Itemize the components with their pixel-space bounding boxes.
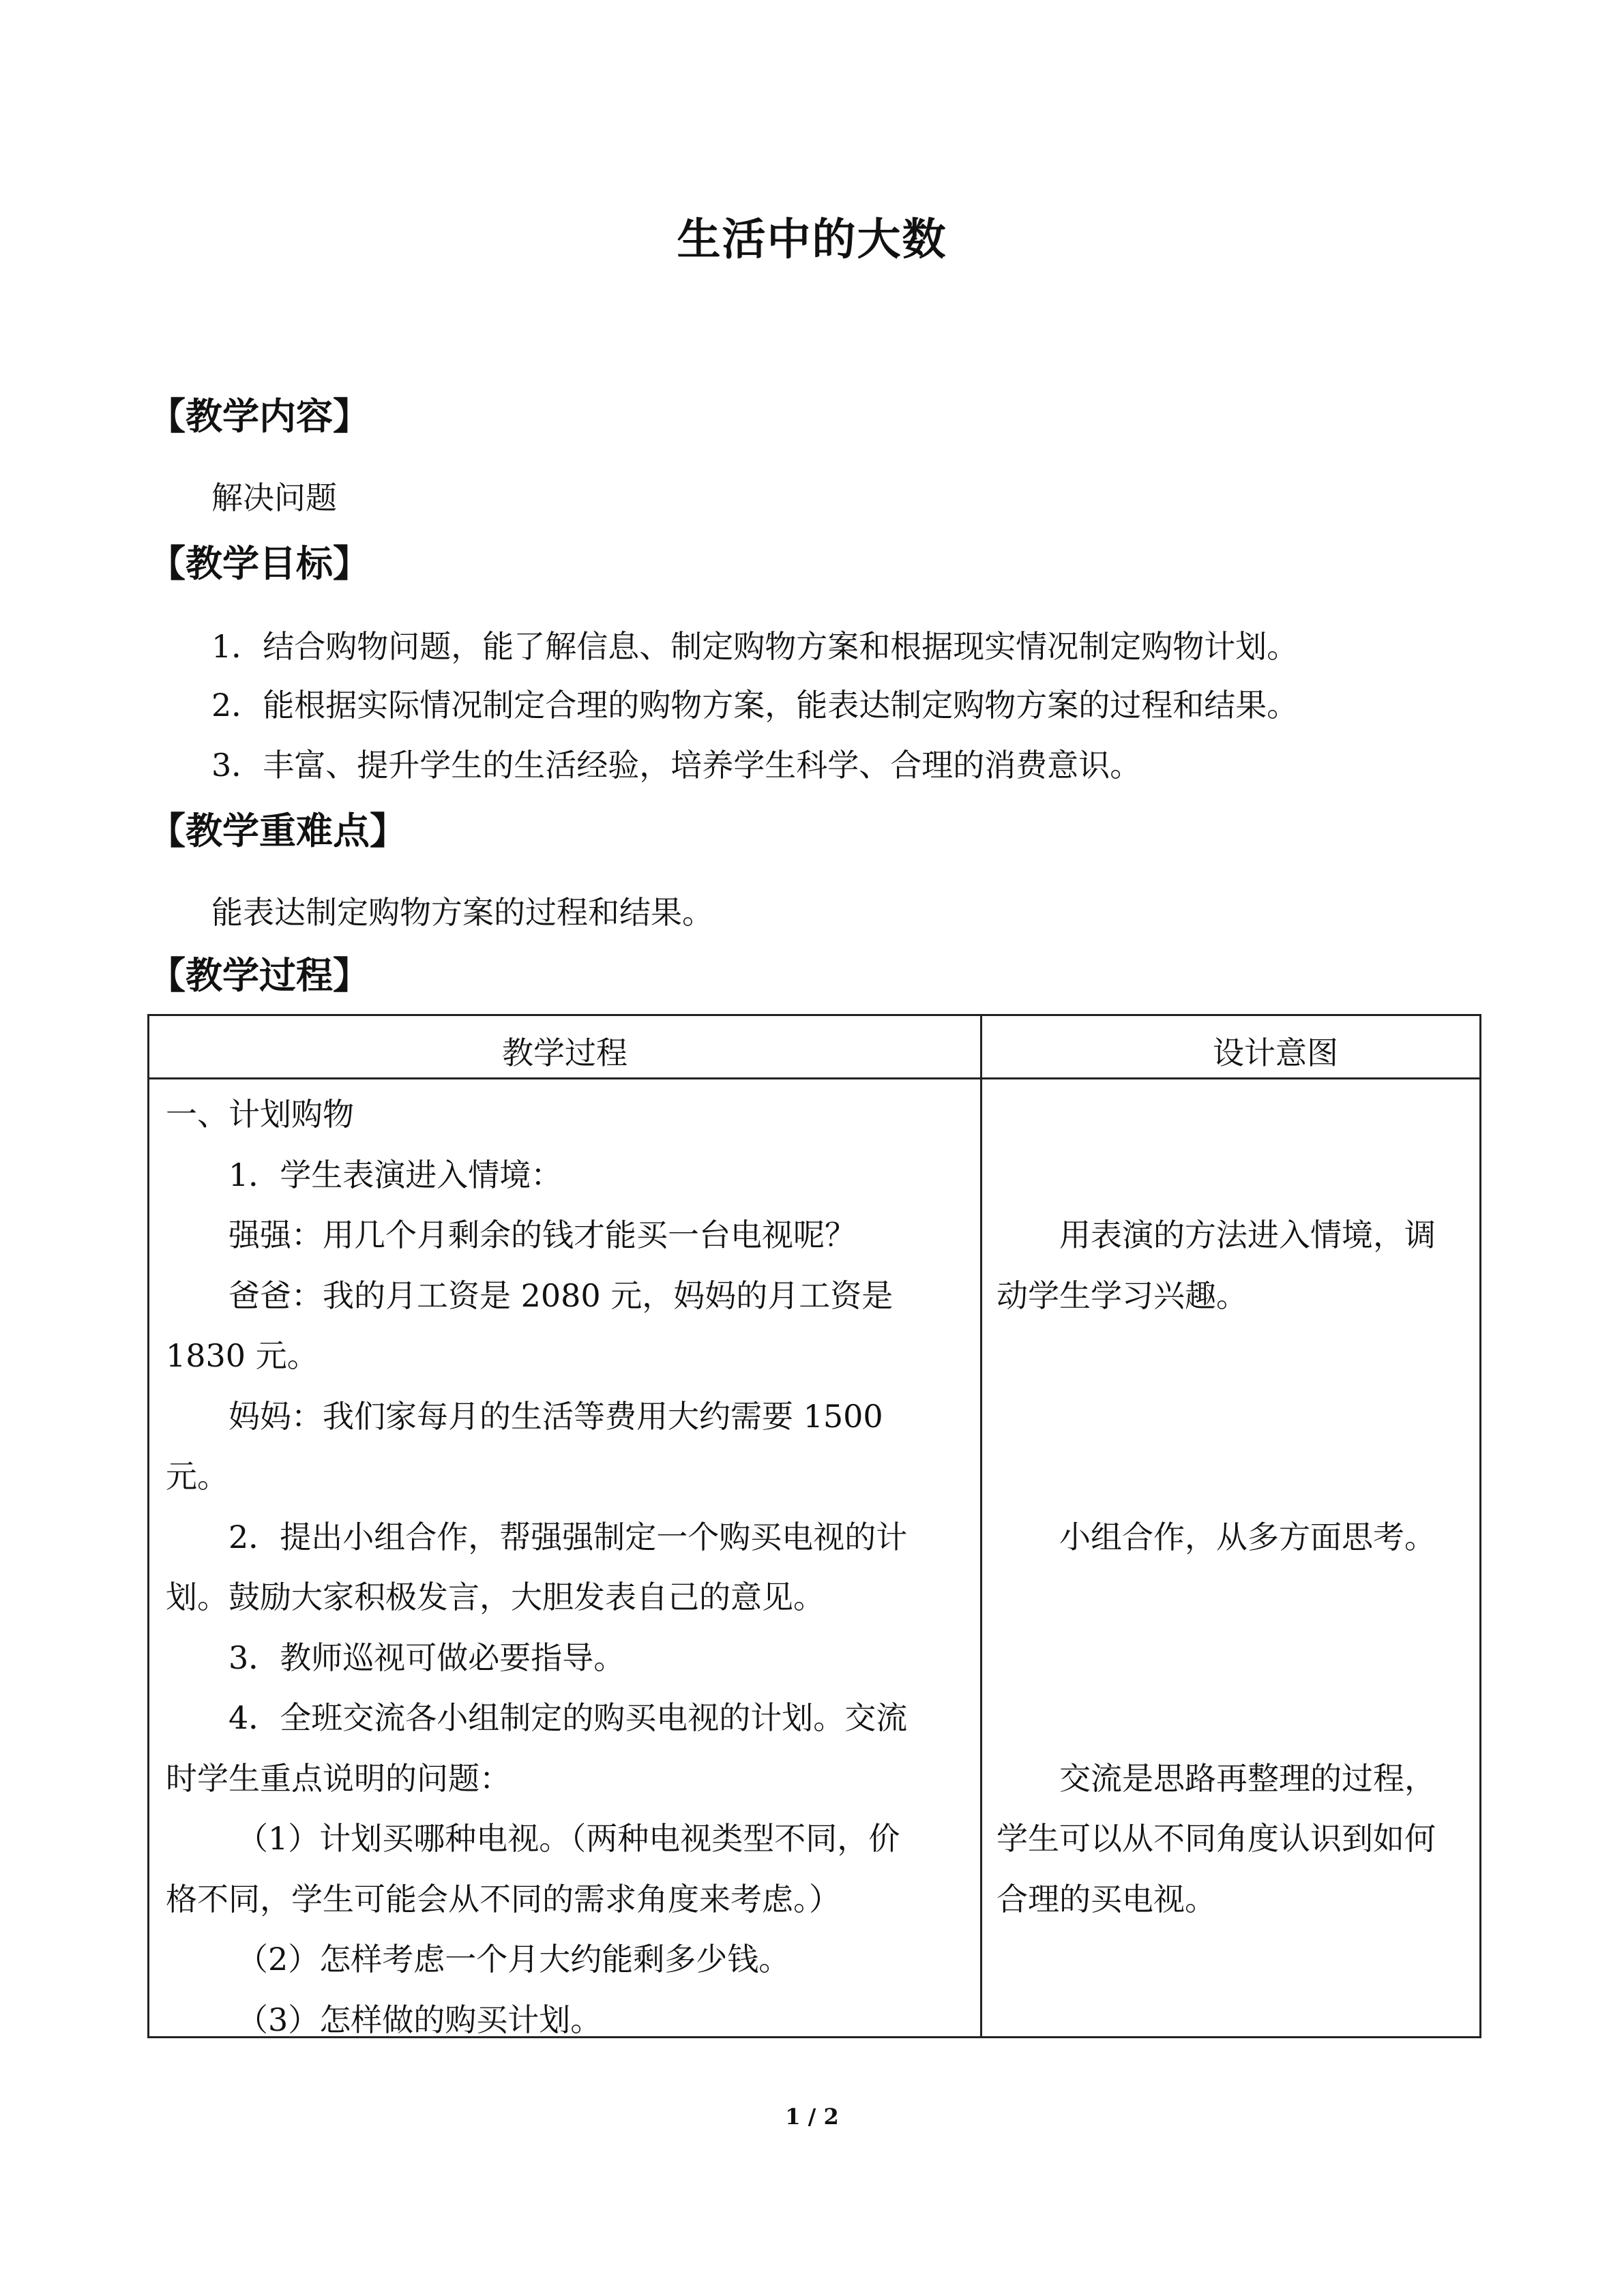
process-line: 时学生重点说明的问题： <box>166 1759 511 1797</box>
process-line: 一、计划购物 <box>166 1096 354 1133</box>
table-header-process: 教学过程 <box>502 1034 628 1071</box>
intent-line: 学生可以从不同角度认识到如何 <box>996 1820 1436 1857</box>
page-title: 生活中的大数 <box>677 214 947 265</box>
intent-line: 合理的买电视。 <box>996 1880 1216 1918</box>
process-line: （1）计划买哪种电视。（两种电视类型不同，价 <box>237 1820 900 1857</box>
intent-line <box>996 1084 1474 1145</box>
process-line: 4．全班交流各小组制定的购买电视的计划。交流 <box>228 1699 908 1736</box>
process-line: 2．提出小组合作，帮强强制定一个购买电视的计 <box>228 1518 908 1555</box>
process-line: 1．学生表演进入情境： <box>228 1156 563 1193</box>
process-line: （2）怎样考虑一个月大约能剩多少钱。 <box>237 1941 791 1978</box>
intent-line: 用表演的方法进入情境，调 <box>1059 1217 1436 1253</box>
section-heading-process: 【教学过程】 <box>149 953 370 997</box>
content-text: 解决问题 <box>211 479 337 516</box>
intent-cell <box>996 1084 1474 2050</box>
intent-line <box>996 1446 1474 1507</box>
intent-line <box>996 1688 1474 1748</box>
intent-line <box>996 1326 1474 1386</box>
process-line: 划。鼓励大家积极发言，大胆发表自己的意见。 <box>166 1579 825 1615</box>
table-header-intent-label: 设计意图 <box>1213 1034 1338 1071</box>
goal-item-2: 2．能根据实际情况制定合理的购物方案，能表达制定购物方案的过程和结果。 <box>211 687 1299 724</box>
table-header-intent <box>982 1028 1483 1073</box>
process-line: 妈妈：我们家每月的生活等费用大约需要 1500 <box>228 1397 883 1435</box>
section-heading-key-points: 【教学重难点】 <box>149 809 407 852</box>
intent-line <box>996 1990 1474 2051</box>
table-column-divider <box>980 1016 982 2036</box>
process-line: 1830 元。 <box>166 1337 319 1374</box>
page-number: 1 / 2 <box>785 2104 839 2130</box>
intent-line <box>996 1929 1474 1990</box>
process-line: 3．教师巡视可做必要指导。 <box>228 1639 625 1676</box>
section-heading-goals: 【教学目标】 <box>149 541 370 585</box>
goal-item-3: 3．丰富、提升学生的生活经验，培养学生科学、合理的消费意识。 <box>211 747 1142 784</box>
intent-line <box>996 1567 1474 1628</box>
process-cell <box>166 1084 971 2050</box>
process-line: （3）怎样做的购买计划。 <box>237 2001 602 2038</box>
intent-line: 小组合作，从多方面思考。 <box>1059 1518 1436 1555</box>
key-points-text: 能表达制定购物方案的过程和结果。 <box>211 894 713 931</box>
intent-line <box>996 1628 1474 1688</box>
table-header-divider <box>149 1077 1479 1079</box>
process-line: 元。 <box>166 1458 228 1495</box>
intent-line <box>996 1386 1474 1447</box>
intent-line: 动学生学习兴趣。 <box>996 1277 1247 1314</box>
process-table <box>147 1014 1481 2038</box>
process-line: 格不同，学生可能会从不同的需求角度来考虑。） <box>166 1880 840 1918</box>
intent-line: 交流是思路再整理的过程， <box>1059 1759 1436 1797</box>
section-heading-content: 【教学内容】 <box>149 394 370 438</box>
process-line: 强强：用几个月剩余的钱才能买一台电视呢？ <box>228 1217 856 1253</box>
process-line: 爸爸：我的月工资是 2080 元，妈妈的月工资是 <box>228 1277 894 1314</box>
goal-item-1: 1．结合购物问题，能了解信息、制定购物方案和根据现实情况制定购物计划。 <box>211 628 1299 665</box>
intent-line <box>996 1145 1474 1206</box>
